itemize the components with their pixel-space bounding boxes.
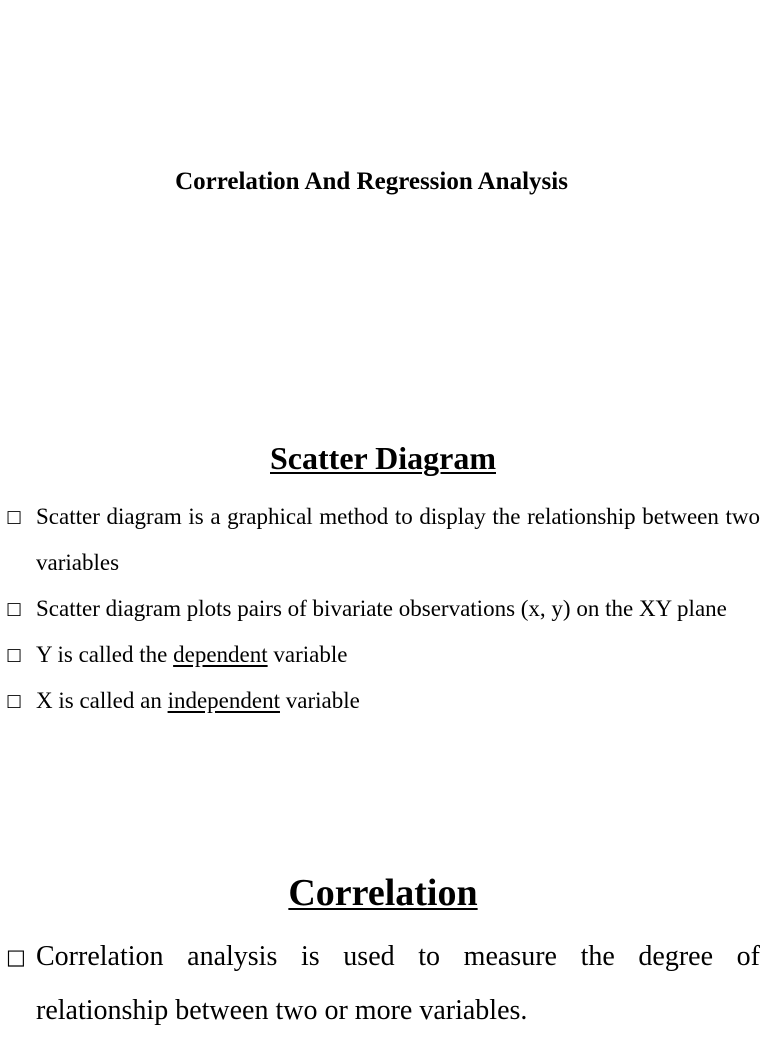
bullet-text: Scatter diagram plots pairs of bivariate observations (x, y) on the XY plane bbox=[36, 596, 727, 621]
correlation-heading: Correlation bbox=[288, 872, 478, 914]
independent-term: independent bbox=[167, 688, 280, 713]
dependent-term: dependent bbox=[173, 642, 268, 667]
list-item bbox=[0, 494, 760, 586]
bullet-text-suffix: variable bbox=[279, 688, 360, 713]
list-item bbox=[0, 632, 760, 678]
bullet-text-suffix: variable bbox=[267, 642, 348, 667]
scatter-diagram-heading: Scatter Diagram bbox=[270, 440, 496, 476]
correlation-bullet-list bbox=[0, 930, 760, 1038]
scatter-diagram-bullet-list bbox=[0, 494, 760, 724]
list-item bbox=[0, 930, 760, 1038]
bullet-text: Scatter diagram is a graphical method to display the relationship between two variables bbox=[36, 504, 760, 575]
bullet-text-prefix: X is called an bbox=[36, 688, 168, 713]
page-title: Correlation And Regression Analysis bbox=[175, 168, 568, 195]
bullet-square-icon: □ bbox=[6, 645, 23, 665]
list-item bbox=[0, 586, 760, 632]
bullet-text-prefix: Y is called the bbox=[36, 642, 174, 667]
list-item bbox=[0, 678, 760, 724]
bullet-square-icon: □ bbox=[6, 945, 26, 969]
bullet-square-icon: □ bbox=[6, 691, 23, 711]
bullet-text: Correlation analysis is used to measure the degree of relationship between two or more variables. bbox=[36, 941, 760, 1026]
bullet-square-icon: □ bbox=[6, 507, 23, 527]
bullet-square-icon: □ bbox=[6, 599, 23, 619]
